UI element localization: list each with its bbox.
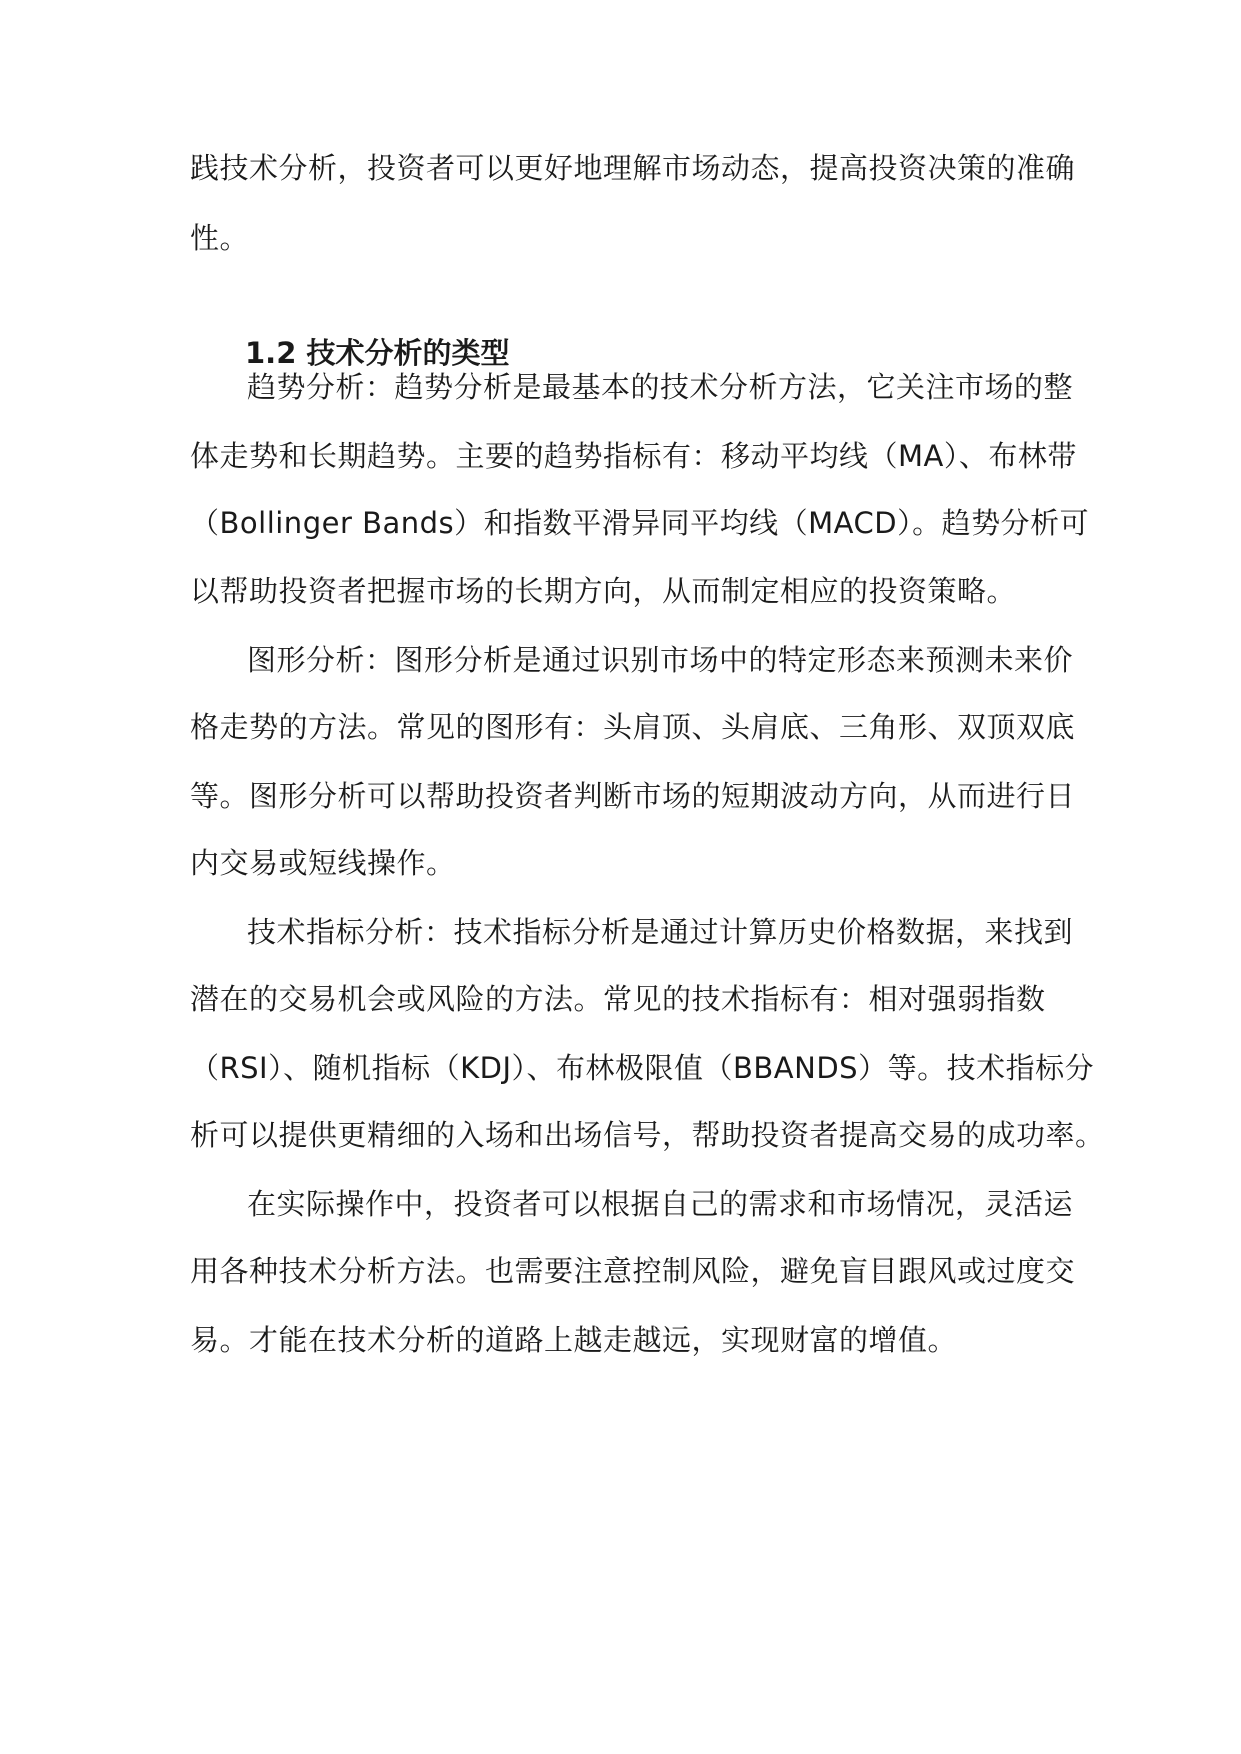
paragraph-line: （RSI）、随机指标（KDJ）、布林极限值（BBANDS）等。技术指标分 [190,1051,1095,1085]
paragraph-line: 图形分析：图形分析是通过识别市场中的特定形态来预测未来价 [247,643,1074,677]
section-heading: 1.2 技术分析的类型 [245,336,510,370]
paragraph-line: 践技术分析，投资者可以更好地理解市场动态，提高投资决策的准确 [190,151,1076,185]
paragraph-line: 趋势分析：趋势分析是最基本的技术分析方法，它关注市场的整 [247,370,1074,404]
paragraph-line: 内交易或短线操作。 [190,846,456,880]
paragraph-line: 在实际操作中，投资者可以根据自己的需求和市场情况，灵活运 [247,1187,1074,1221]
paragraph-line: 以帮助投资者把握市场的长期方向，从而制定相应的投资策略。 [190,574,1017,608]
paragraph-line: 易。才能在技术分析的道路上越走越远，实现财富的增值。 [190,1323,958,1357]
paragraph-line: 性。 [190,221,250,255]
paragraph-line: 体走势和长期趋势。主要的趋势指标有：移动平均线（MA）、布林带 [190,439,1077,473]
paragraph-line: 用各种技术分析方法。也需要注意控制风险，避免盲目跟风或过度交 [190,1254,1076,1288]
paragraph-line: 格走势的方法。常见的图形有：头肩顶、头肩底、三角形、双顶双底 [190,710,1076,744]
paragraph-line: 等。图形分析可以帮助投资者判断市场的短期波动方向，从而进行日 [190,779,1076,813]
paragraph-line: （Bollinger Bands）和指数平滑异同平均线（MACD）。趋势分析可 [190,506,1090,540]
paragraph-line: 技术指标分析：技术指标分析是通过计算历史价格数据，来找到 [247,915,1074,949]
paragraph-line: 析可以提供更精细的入场和出场信号，帮助投资者提高交易的成功率。 [190,1118,1105,1152]
paragraph-line: 潜在的交易机会或风险的方法。常见的技术指标有：相对强弱指数 [190,982,1046,1016]
